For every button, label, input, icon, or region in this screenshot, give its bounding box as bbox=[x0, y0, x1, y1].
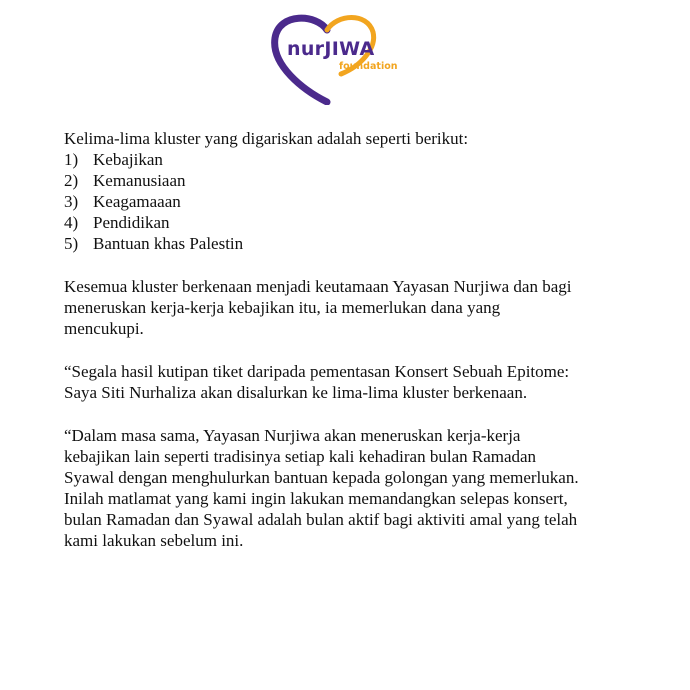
paragraph-ticket-proceeds bbox=[64, 361, 664, 403]
list-label: Keagamaaan bbox=[93, 192, 181, 211]
paragraph-line: Inilah matlamat yang kami ingin lakukan memandangkan selepas konsert, bbox=[64, 489, 568, 508]
paragraph-line: meneruskan kerja-kerja kebajikan itu, ia memerlukan dana yang bbox=[64, 298, 501, 317]
list-number: 1) bbox=[64, 150, 79, 169]
list-item bbox=[64, 191, 664, 212]
paragraph-ramadan bbox=[64, 425, 664, 551]
paragraph-line: mencukupi. bbox=[64, 319, 144, 338]
list-number: 4) bbox=[64, 213, 79, 232]
logo-prefix: nur bbox=[287, 38, 325, 60]
paragraph-line: bulan Ramadan dan Syawal adalah bulan aktif bagi aktiviti amal yang telah bbox=[64, 510, 578, 529]
cluster-list bbox=[64, 149, 664, 254]
nurjiwa-logo bbox=[265, 10, 405, 105]
list-label: Kemanusiaan bbox=[93, 171, 186, 190]
article-body bbox=[64, 128, 664, 551]
intro-line: Kelima-lima kluster yang digariskan adalah seperti berikut: bbox=[64, 129, 469, 148]
list-item bbox=[64, 149, 664, 170]
list-label: Pendidikan bbox=[93, 213, 170, 232]
logo-tagline: foundation bbox=[339, 61, 398, 72]
list-number: 2) bbox=[64, 171, 79, 190]
paragraph-priority bbox=[64, 276, 664, 339]
list-number: 5) bbox=[64, 234, 79, 253]
list-number: 3) bbox=[64, 192, 79, 211]
list-label: Kebajikan bbox=[93, 150, 163, 169]
paragraph-line: kebajikan lain seperti tradisinya setiap kali kehadiran bulan Ramadan bbox=[64, 447, 537, 466]
list-label: Bantuan khas Palestin bbox=[93, 234, 244, 253]
paragraph-line: “Dalam masa sama, Yayasan Nurjiwa akan meneruskan kerja-kerja bbox=[64, 426, 521, 445]
logo-main: JIWA bbox=[324, 38, 375, 60]
list-item bbox=[64, 212, 664, 233]
paragraph-line: Saya Siti Nurhaliza akan disalurkan ke lima-lima kluster berkenaan. bbox=[64, 383, 528, 402]
paragraph-line: Kesemua kluster berkenaan menjadi keutamaan Yayasan Nurjiwa dan bagi bbox=[64, 277, 572, 296]
paragraph-line: Syawal dengan menghulurkan bantuan kepada golongan yang memerlukan. bbox=[64, 468, 579, 487]
list-item bbox=[64, 170, 664, 191]
paragraph-line: “Segala hasil kutipan tiket daripada pementasan Konsert Sebuah Epitome: bbox=[64, 362, 570, 381]
logo-wordmark bbox=[287, 40, 374, 59]
list-item bbox=[64, 233, 664, 254]
paragraph-line: kami lakukan sebelum ini. bbox=[64, 531, 244, 550]
